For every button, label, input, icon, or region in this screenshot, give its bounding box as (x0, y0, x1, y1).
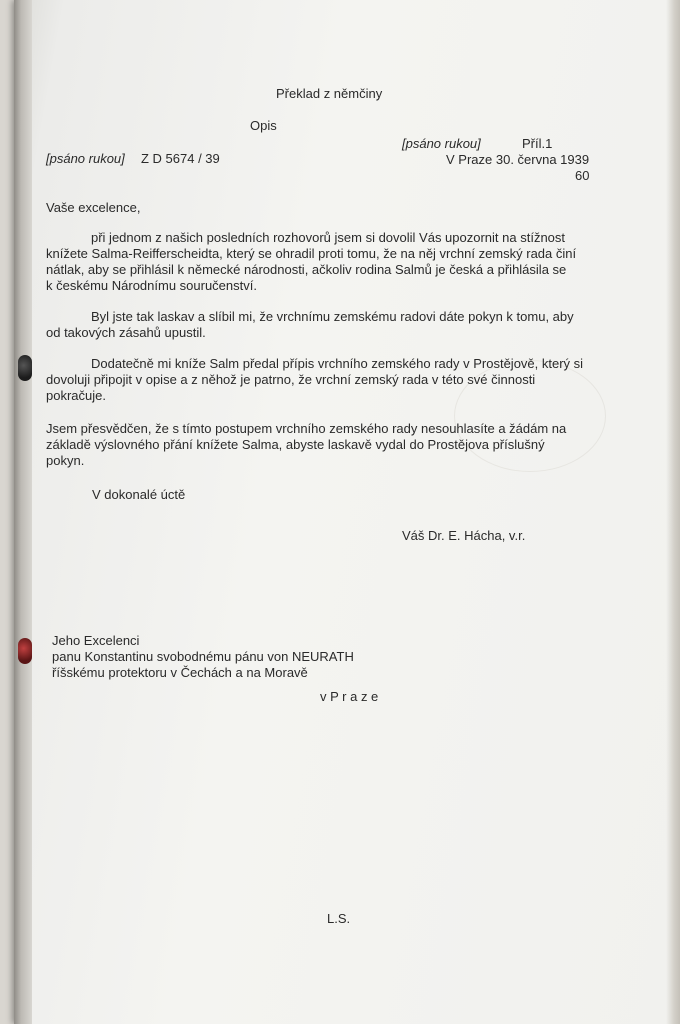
paragraph-4-line: pokyn. (46, 453, 85, 468)
salutation: Vaše excelence, (46, 200, 141, 215)
copy-label: Opis (250, 118, 277, 133)
paragraph-3-line: dovoluji připojit v opise a z něhož je patrno, že vrchní zemský rada v této své činnosti (46, 372, 536, 387)
paragraph-4-line: základě výslovného přání knížete Salma, abyste laskavě vydal do Prostějova příslušný (46, 437, 545, 452)
paragraph-1-line: při jednom z našich posledních rozhovorů jsem si dovolil Vás upozornit na stížnost (91, 230, 566, 245)
paragraph-2-line: od takových zásahů upustil. (46, 325, 206, 340)
recipient-line: Jeho Excelenci (52, 633, 140, 648)
recipient-line: říšskému protektoru v Čechách a na Moravě (52, 665, 308, 680)
handwritten-note-right: [psáno rukou] (402, 136, 481, 151)
recipient-line: panu Konstantinu svobodnému pánu von NEURATH (52, 649, 354, 664)
closing: V dokonalé úctě (92, 487, 186, 502)
paragraph-1-line: k českému Národnímu souručenství. (46, 278, 257, 293)
paragraph-1 (46, 230, 608, 294)
binding-edge (14, 0, 32, 1024)
paragraph-3 (46, 356, 608, 404)
paragraph-4-line: Jsem přesvědčen, že s tímto postupem vrchního zemského rady nesouhlasíte a žádám na (46, 421, 567, 436)
paragraph-2-line: Byl jste tak laskav a slíbil mi, že vrchnímu zemskému radovi dáte pokyn k tomu, aby (91, 309, 574, 324)
paragraph-1-line: knížete Salma-Reifferscheidta, který se ohradil proti tomu, že na něj vrchní zemský rada činí (46, 246, 577, 261)
place: v P r a z e (320, 689, 379, 704)
binder-ring-red (18, 638, 32, 664)
attachment-label: Příl.1 (522, 136, 553, 151)
signature: Váš Dr. E. Hácha, v.r. (402, 528, 526, 543)
page-reference: 60 (575, 168, 590, 183)
page-right-edge (666, 0, 680, 1024)
paragraph-1-line: nátlak, aby se přihlásil k německé národnosti, ačkoliv rodina Salmů je česká a přihlásila se (46, 262, 567, 277)
seal-mark: L.S. (327, 911, 351, 926)
reference-number: Z D 5674 / 39 (141, 151, 220, 166)
date-line: V Praze 30. června 1939 (446, 152, 590, 167)
translation-note: Překlad z němčiny (276, 86, 383, 101)
paragraph-2 (46, 309, 608, 341)
binder-ring (18, 355, 32, 381)
paragraph-3-line: pokračuje. (46, 388, 106, 403)
handwritten-note-left: [psáno rukou] (46, 151, 125, 166)
paragraph-4 (46, 421, 608, 469)
paragraph-3-line: Dodatečně mi kníže Salm předal přípis vrchního zemského rady v Prostějově, který si (91, 356, 584, 371)
recipient-block (52, 633, 412, 681)
